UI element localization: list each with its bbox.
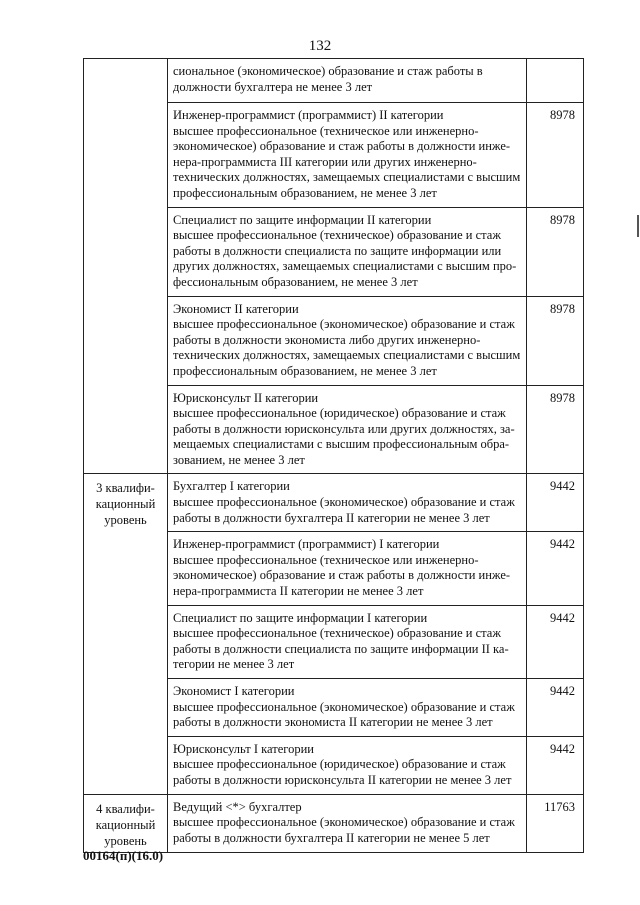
position-title: Специалист по защите информации II категории	[173, 212, 432, 227]
description-line: высшее профессиональное (экономическое) образование и стаж	[173, 815, 515, 830]
salary-value: 9442	[527, 736, 584, 794]
document-code: 00164(п)(16.0)	[83, 848, 164, 863]
qualification-level-cell	[84, 794, 168, 852]
page-number: 132	[308, 38, 332, 54]
position-title: Юрисконсульт II категории	[173, 390, 319, 405]
description-line: работы в должности специалиста по защите информации или	[173, 243, 502, 258]
description-line: работы в должности экономиста либо других инженерно-	[173, 332, 481, 347]
position-description	[168, 736, 527, 794]
description-line: профессиональным образованием, не менее 3 лет	[173, 363, 437, 378]
description-line: работы в должности юрисконсульта II категории не менее 3 лет	[173, 772, 512, 787]
position-title: Специалист по защите информации I категории	[173, 610, 428, 625]
description-line: технических должностях, замещаемых специалистами с высшим	[173, 348, 521, 363]
position-description	[168, 385, 527, 474]
description-line: высшее профессиональное (юридическое) образование и стаж	[173, 757, 506, 772]
salary-value: 11763	[527, 794, 584, 852]
qualification-level-cell	[84, 474, 168, 794]
qualification-level-line: уровень	[104, 833, 147, 848]
description-line: фессиональным образованием, не менее 3 лет	[173, 274, 418, 289]
description-line: высшее профессиональное (экономическое) образование и стаж	[173, 699, 515, 714]
description-line: должности бухгалтера не менее 3 лет	[173, 79, 373, 94]
description-line: экономическое) образование и стаж работы в должности инже-	[173, 568, 511, 583]
description-line: высшее профессиональное (техническое) образование и стаж	[173, 626, 501, 641]
description-line: высшее профессиональное (экономическое) образование и стаж	[173, 495, 515, 510]
position-title: Экономист II категории	[173, 301, 299, 316]
table-row	[84, 474, 584, 532]
description-line: работы в должности юрисконсульта или других должностях, за-	[173, 421, 515, 436]
description-line: высшее профессиональное (техническое) образование и стаж	[173, 228, 501, 243]
position-description	[168, 532, 527, 605]
salary-value: 8978	[527, 296, 584, 385]
salary-value: 8978	[527, 103, 584, 208]
description-line: нера-программиста II категории не менее 3 лет	[173, 584, 424, 599]
description-line: работы в должности бухгалтера II категории не менее 3 лет	[173, 510, 490, 525]
position-title: Инженер-программист (программист) II категории	[173, 108, 444, 122]
salary-value: 9442	[527, 474, 584, 532]
position-description	[168, 794, 527, 852]
description-line: высшее профессиональное (юридическое) образование и стаж	[173, 406, 506, 421]
qualification-level-line: уровень	[104, 513, 147, 528]
description-line: высшее профессиональное (экономическое) образование и стаж	[173, 317, 515, 332]
qualification-level-line: кационный	[95, 817, 156, 832]
description-line: работы в должности бухгалтера II категории не менее 5 лет	[173, 830, 490, 845]
salary-value: 9442	[527, 532, 584, 605]
description-line: зованием, не менее 3 лет	[173, 452, 305, 467]
salary-value: 9442	[527, 679, 584, 737]
position-description	[168, 59, 527, 103]
position-title: Инженер-программист (программист) I категории	[173, 537, 440, 552]
description-line: экономическое) образование и стаж работы в должности инже-	[173, 139, 511, 154]
salary-value	[527, 59, 584, 103]
description-line: других должностях, замещаемых специалистами с высшим про-	[173, 259, 517, 274]
description-line: высшее профессиональное (техническое или инженерно-	[173, 123, 479, 138]
qualification-level-cell	[84, 59, 168, 474]
description-line: мещаемых специалистами с высшим профессиональным обра-	[173, 437, 510, 452]
qualification-level-line: 3 квалифи-	[96, 481, 155, 496]
description-line: технических должностях, замещаемых специалистами с высшим	[173, 170, 521, 185]
position-title: Экономист I категории	[173, 684, 295, 698]
position-description	[168, 474, 527, 532]
salary-value: 8978	[527, 385, 584, 474]
description-line: тегории не менее 3 лет	[173, 657, 295, 672]
position-title: Ведущий <*> бухгалтер	[173, 799, 302, 814]
position-description	[168, 296, 527, 385]
table-body	[84, 59, 584, 853]
position-description	[168, 605, 527, 678]
salary-value: 8978	[527, 207, 584, 296]
salary-value: 9442	[527, 605, 584, 678]
description-line: сиональное (экономическое) образование и стаж работы в	[173, 64, 483, 78]
position-description	[168, 679, 527, 737]
description-line: высшее профессиональное (техническое или инженерно-	[173, 552, 479, 567]
qualification-table	[83, 58, 584, 853]
qualification-level-line: кационный	[95, 497, 156, 512]
table-row	[84, 59, 584, 103]
description-line: нера-программиста III категории или других инженерно-	[173, 154, 477, 169]
description-line: работы в должности специалиста по защите информации II ка-	[173, 641, 509, 656]
position-title: Бухгалтер I категории	[173, 479, 290, 494]
scan-edge-mark	[637, 215, 639, 237]
description-line: профессиональным образованием, не менее 3 лет	[173, 185, 437, 200]
qualification-level-line: 4 квалифи-	[96, 801, 155, 816]
position-description	[168, 103, 527, 208]
description-line: работы в должности экономиста II категории не менее 3 лет	[173, 715, 493, 730]
table-row	[84, 794, 584, 852]
position-description	[168, 207, 527, 296]
position-title: Юрисконсульт I категории	[173, 741, 314, 756]
